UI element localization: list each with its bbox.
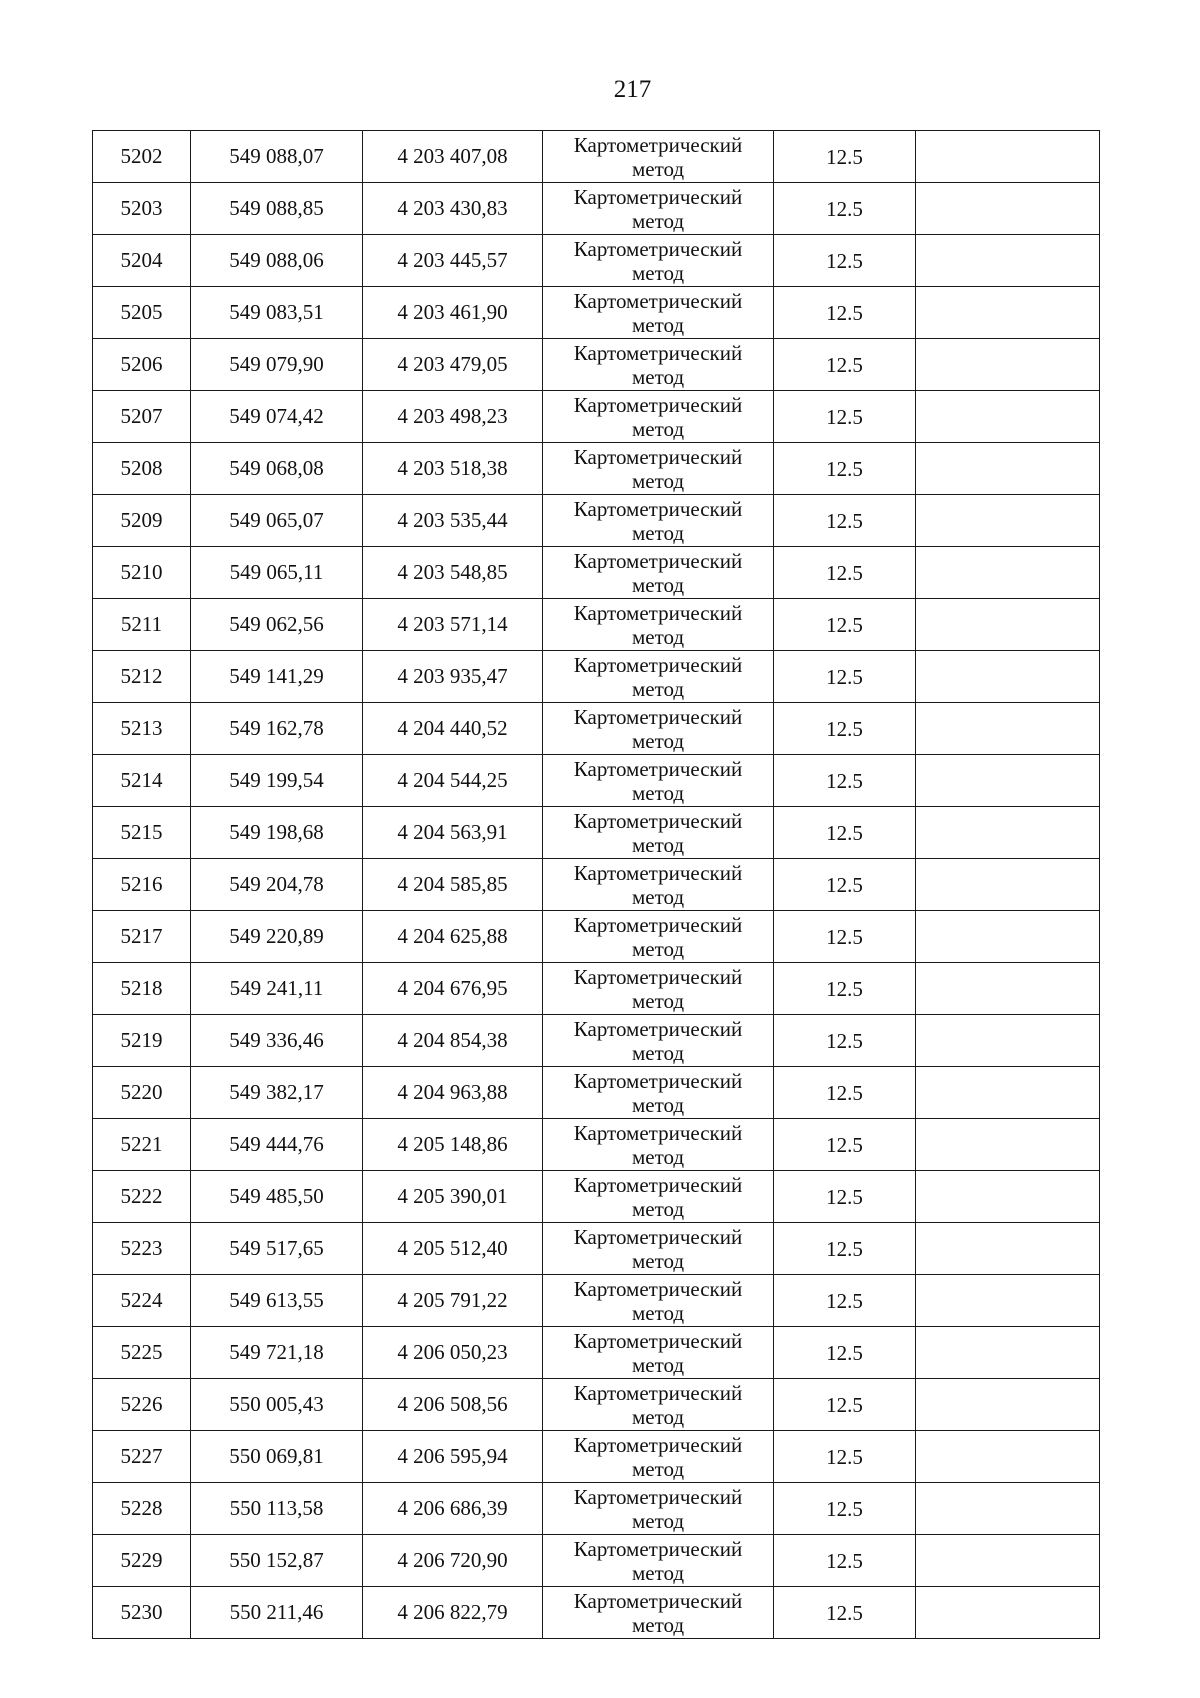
method-line2: метод: [631, 988, 685, 1013]
point-number: 5228: [93, 1483, 191, 1535]
method-line2: метод: [631, 208, 685, 233]
coordinate-y: 4 204 440,52: [363, 703, 543, 755]
method-line1: Картометрический: [573, 288, 743, 313]
coordinate-y: 4 206 720,90: [363, 1535, 543, 1587]
coordinate-x: 549 088,07: [191, 131, 363, 183]
method-line1: Картометрический: [573, 1484, 743, 1509]
empty-cell: [916, 1067, 1100, 1119]
method-line2: метод: [631, 468, 685, 493]
coordinate-x: 549 088,06: [191, 235, 363, 287]
empty-cell: [916, 859, 1100, 911]
table-row: [93, 131, 1100, 183]
empty-cell: [916, 1379, 1100, 1431]
accuracy-value: 12.5: [774, 1327, 916, 1379]
empty-cell: [916, 1171, 1100, 1223]
method-line2: метод: [631, 884, 685, 909]
method-cell: [543, 1119, 774, 1171]
method-line2: метод: [631, 780, 685, 805]
accuracy-value: 12.5: [774, 443, 916, 495]
point-number: 5204: [93, 235, 191, 287]
point-number: 5206: [93, 339, 191, 391]
accuracy-value: 12.5: [774, 287, 916, 339]
accuracy-value: 12.5: [774, 1275, 916, 1327]
table-row: [93, 1223, 1100, 1275]
empty-cell: [916, 1431, 1100, 1483]
coordinate-x: 550 211,46: [191, 1587, 363, 1639]
table-row: [93, 1275, 1100, 1327]
empty-cell: [916, 1483, 1100, 1535]
method-line2: метод: [631, 1404, 685, 1429]
coordinate-x: 549 241,11: [191, 963, 363, 1015]
table-row: [93, 443, 1100, 495]
table-row: [93, 547, 1100, 599]
coordinate-x: 549 065,11: [191, 547, 363, 599]
method-cell: [543, 1327, 774, 1379]
coordinate-x: 549 083,51: [191, 287, 363, 339]
accuracy-value: 12.5: [774, 495, 916, 547]
table-row: [93, 703, 1100, 755]
method-line1: Картометрический: [573, 132, 743, 157]
point-number: 5225: [93, 1327, 191, 1379]
coordinate-y: 4 206 686,39: [363, 1483, 543, 1535]
empty-cell: [916, 1223, 1100, 1275]
method-cell: [543, 859, 774, 911]
point-number: 5230: [93, 1587, 191, 1639]
method-line2: метод: [631, 1508, 685, 1533]
empty-cell: [916, 391, 1100, 443]
empty-cell: [916, 1587, 1100, 1639]
table-row: [93, 391, 1100, 443]
coordinate-x: 550 069,81: [191, 1431, 363, 1483]
accuracy-value: 12.5: [774, 599, 916, 651]
method-line2: метод: [631, 1300, 685, 1325]
coordinate-x: 549 162,78: [191, 703, 363, 755]
accuracy-value: 12.5: [774, 1587, 916, 1639]
method-line1: Картометрический: [573, 1016, 743, 1041]
coordinate-y: 4 205 148,86: [363, 1119, 543, 1171]
method-line2: метод: [631, 1040, 685, 1065]
point-number: 5229: [93, 1535, 191, 1587]
coordinate-y: 4 206 508,56: [363, 1379, 543, 1431]
empty-cell: [916, 755, 1100, 807]
method-line1: Картометрический: [573, 912, 743, 937]
method-cell: [543, 1275, 774, 1327]
accuracy-value: 12.5: [774, 651, 916, 703]
method-line1: Картометрический: [573, 1120, 743, 1145]
table-row: [93, 1535, 1100, 1587]
coordinate-y: 4 205 791,22: [363, 1275, 543, 1327]
table-row: [93, 755, 1100, 807]
coordinate-x: 549 336,46: [191, 1015, 363, 1067]
coordinate-y: 4 203 571,14: [363, 599, 543, 651]
table-row: [93, 1483, 1100, 1535]
coordinate-y: 4 203 935,47: [363, 651, 543, 703]
coordinate-y: 4 203 548,85: [363, 547, 543, 599]
point-number: 5220: [93, 1067, 191, 1119]
accuracy-value: 12.5: [774, 183, 916, 235]
accuracy-value: 12.5: [774, 807, 916, 859]
table-row: [93, 1119, 1100, 1171]
method-cell: [543, 963, 774, 1015]
empty-cell: [916, 339, 1100, 391]
method-cell: [543, 443, 774, 495]
method-cell: [543, 1015, 774, 1067]
table-body: [93, 131, 1100, 1639]
coordinate-y: 4 203 430,83: [363, 183, 543, 235]
accuracy-value: 12.5: [774, 911, 916, 963]
method-line1: Картометрический: [573, 1328, 743, 1353]
method-line2: метод: [631, 676, 685, 701]
coordinate-x: 549 613,55: [191, 1275, 363, 1327]
coordinate-y: 4 203 461,90: [363, 287, 543, 339]
table-row: [93, 859, 1100, 911]
coordinate-x: 549 141,29: [191, 651, 363, 703]
method-cell: [543, 911, 774, 963]
method-cell: [543, 1587, 774, 1639]
empty-cell: [916, 1327, 1100, 1379]
method-cell: [543, 131, 774, 183]
table-row: [93, 1015, 1100, 1067]
accuracy-value: 12.5: [774, 1171, 916, 1223]
method-cell: [543, 1483, 774, 1535]
coordinate-y: 4 204 963,88: [363, 1067, 543, 1119]
method-cell: [543, 1171, 774, 1223]
empty-cell: [916, 131, 1100, 183]
table-row: [93, 911, 1100, 963]
coordinate-y: 4 205 390,01: [363, 1171, 543, 1223]
point-number: 5215: [93, 807, 191, 859]
accuracy-value: 12.5: [774, 1119, 916, 1171]
method-line1: Картометрический: [573, 704, 743, 729]
coordinate-y: 4 203 479,05: [363, 339, 543, 391]
table-row: [93, 1431, 1100, 1483]
empty-cell: [916, 235, 1100, 287]
coordinate-x: 549 485,50: [191, 1171, 363, 1223]
empty-cell: [916, 1015, 1100, 1067]
method-line2: метод: [631, 624, 685, 649]
method-line2: метод: [631, 936, 685, 961]
table-row: [93, 287, 1100, 339]
accuracy-value: 12.5: [774, 235, 916, 287]
coordinate-y: 4 204 563,91: [363, 807, 543, 859]
coordinate-y: 4 203 445,57: [363, 235, 543, 287]
coordinate-x: 549 062,56: [191, 599, 363, 651]
table-row: [93, 183, 1100, 235]
method-line1: Картометрический: [573, 548, 743, 573]
table-row: [93, 1587, 1100, 1639]
coordinates-table: [92, 130, 1100, 1639]
point-number: 5226: [93, 1379, 191, 1431]
table-row: [93, 599, 1100, 651]
accuracy-value: 12.5: [774, 1067, 916, 1119]
method-line1: Картометрический: [573, 236, 743, 261]
point-number: 5218: [93, 963, 191, 1015]
empty-cell: [916, 183, 1100, 235]
table-row: [93, 807, 1100, 859]
method-line1: Картометрический: [573, 652, 743, 677]
point-number: 5208: [93, 443, 191, 495]
coordinate-x: 550 005,43: [191, 1379, 363, 1431]
method-line2: метод: [631, 156, 685, 181]
method-cell: [543, 339, 774, 391]
method-line1: Картометрический: [573, 860, 743, 885]
point-number: 5216: [93, 859, 191, 911]
coordinate-x: 549 204,78: [191, 859, 363, 911]
accuracy-value: 12.5: [774, 963, 916, 1015]
coordinate-y: 4 204 625,88: [363, 911, 543, 963]
method-line1: Картометрический: [573, 1068, 743, 1093]
table-row: [93, 1171, 1100, 1223]
method-line2: метод: [631, 416, 685, 441]
method-line1: Картометрический: [573, 1432, 743, 1457]
method-cell: [543, 287, 774, 339]
method-cell: [543, 235, 774, 287]
empty-cell: [916, 495, 1100, 547]
accuracy-value: 12.5: [774, 1535, 916, 1587]
method-line1: Картометрический: [573, 964, 743, 989]
method-line1: Картометрический: [573, 1380, 743, 1405]
coordinate-y: 4 204 585,85: [363, 859, 543, 911]
point-number: 5203: [93, 183, 191, 235]
coordinate-y: 4 203 518,38: [363, 443, 543, 495]
point-number: 5217: [93, 911, 191, 963]
point-number: 5219: [93, 1015, 191, 1067]
method-line2: метод: [631, 1092, 685, 1117]
table-row: [93, 339, 1100, 391]
coordinate-x: 549 721,18: [191, 1327, 363, 1379]
coordinate-y: 4 206 595,94: [363, 1431, 543, 1483]
accuracy-value: 12.5: [774, 1483, 916, 1535]
method-cell: [543, 495, 774, 547]
point-number: 5209: [93, 495, 191, 547]
point-number: 5223: [93, 1223, 191, 1275]
table-row: [93, 651, 1100, 703]
point-number: 5207: [93, 391, 191, 443]
empty-cell: [916, 963, 1100, 1015]
method-line2: метод: [631, 1248, 685, 1273]
table-row: [93, 1067, 1100, 1119]
method-cell: [543, 703, 774, 755]
empty-cell: [916, 1535, 1100, 1587]
coordinate-x: 549 065,07: [191, 495, 363, 547]
method-line2: метод: [631, 572, 685, 597]
method-line2: метод: [631, 520, 685, 545]
page-number: 217: [613, 76, 652, 103]
coordinate-y: 4 203 498,23: [363, 391, 543, 443]
method-line2: метод: [631, 1612, 685, 1637]
accuracy-value: 12.5: [774, 1223, 916, 1275]
method-line1: Картометрический: [573, 340, 743, 365]
method-cell: [543, 547, 774, 599]
method-cell: [543, 1431, 774, 1483]
accuracy-value: 12.5: [774, 703, 916, 755]
accuracy-value: 12.5: [774, 755, 916, 807]
method-line1: Картометрический: [573, 444, 743, 469]
coordinate-x: 549 074,42: [191, 391, 363, 443]
method-line1: Картометрический: [573, 392, 743, 417]
accuracy-value: 12.5: [774, 1015, 916, 1067]
method-cell: [543, 1535, 774, 1587]
coordinate-x: 549 382,17: [191, 1067, 363, 1119]
coordinate-x: 549 517,65: [191, 1223, 363, 1275]
method-cell: [543, 1067, 774, 1119]
method-line1: Картометрический: [573, 808, 743, 833]
empty-cell: [916, 599, 1100, 651]
method-cell: [543, 599, 774, 651]
coordinate-x: 549 068,08: [191, 443, 363, 495]
point-number: 5210: [93, 547, 191, 599]
point-number: 5227: [93, 1431, 191, 1483]
method-line2: метод: [631, 832, 685, 857]
empty-cell: [916, 287, 1100, 339]
method-cell: [543, 183, 774, 235]
coordinate-y: 4 205 512,40: [363, 1223, 543, 1275]
coordinate-y: 4 204 854,38: [363, 1015, 543, 1067]
point-number: 5211: [93, 599, 191, 651]
method-cell: [543, 755, 774, 807]
empty-cell: [916, 1275, 1100, 1327]
method-cell: [543, 651, 774, 703]
coordinate-y: 4 206 822,79: [363, 1587, 543, 1639]
method-line1: Картометрический: [573, 1224, 743, 1249]
method-line2: метод: [631, 728, 685, 753]
table-row: [93, 1327, 1100, 1379]
table-row: [93, 235, 1100, 287]
point-number: 5213: [93, 703, 191, 755]
coordinate-y: 4 203 535,44: [363, 495, 543, 547]
method-line1: Картометрический: [573, 600, 743, 625]
method-cell: [543, 807, 774, 859]
method-line2: метод: [631, 260, 685, 285]
empty-cell: [916, 1119, 1100, 1171]
accuracy-value: 12.5: [774, 131, 916, 183]
empty-cell: [916, 807, 1100, 859]
method-line2: метод: [631, 1456, 685, 1481]
coordinate-x: 549 220,89: [191, 911, 363, 963]
coordinate-x: 549 199,54: [191, 755, 363, 807]
method-line1: Картометрический: [573, 1536, 743, 1561]
method-line1: Картометрический: [573, 184, 743, 209]
method-line1: Картометрический: [573, 1276, 743, 1301]
point-number: 5202: [93, 131, 191, 183]
coordinate-y: 4 204 544,25: [363, 755, 543, 807]
coordinate-y: 4 206 050,23: [363, 1327, 543, 1379]
accuracy-value: 12.5: [774, 859, 916, 911]
method-line1: Картометрический: [573, 756, 743, 781]
coordinate-y: 4 203 407,08: [363, 131, 543, 183]
method-line2: метод: [631, 1196, 685, 1221]
table-row: [93, 495, 1100, 547]
method-line2: метод: [631, 312, 685, 337]
empty-cell: [916, 911, 1100, 963]
empty-cell: [916, 703, 1100, 755]
coordinate-y: 4 204 676,95: [363, 963, 543, 1015]
coordinate-x: 549 444,76: [191, 1119, 363, 1171]
accuracy-value: 12.5: [774, 1379, 916, 1431]
method-line2: метод: [631, 364, 685, 389]
method-cell: [543, 391, 774, 443]
coordinate-x: 549 198,68: [191, 807, 363, 859]
accuracy-value: 12.5: [774, 547, 916, 599]
empty-cell: [916, 651, 1100, 703]
accuracy-value: 12.5: [774, 391, 916, 443]
accuracy-value: 12.5: [774, 339, 916, 391]
point-number: 5205: [93, 287, 191, 339]
point-number: 5224: [93, 1275, 191, 1327]
empty-cell: [916, 443, 1100, 495]
method-cell: [543, 1379, 774, 1431]
point-number: 5222: [93, 1171, 191, 1223]
point-number: 5214: [93, 755, 191, 807]
method-line2: метод: [631, 1560, 685, 1585]
table-row: [93, 963, 1100, 1015]
coordinate-x: 550 113,58: [191, 1483, 363, 1535]
empty-cell: [916, 547, 1100, 599]
coordinate-x: 549 088,85: [191, 183, 363, 235]
point-number: 5212: [93, 651, 191, 703]
method-line1: Картометрический: [573, 1588, 743, 1613]
point-number: 5221: [93, 1119, 191, 1171]
accuracy-value: 12.5: [774, 1431, 916, 1483]
coordinate-x: 550 152,87: [191, 1535, 363, 1587]
method-line2: метод: [631, 1352, 685, 1377]
method-cell: [543, 1223, 774, 1275]
table-row: [93, 1379, 1100, 1431]
method-line1: Картометрический: [573, 496, 743, 521]
coordinate-x: 549 079,90: [191, 339, 363, 391]
method-line1: Картометрический: [573, 1172, 743, 1197]
method-line2: метод: [631, 1144, 685, 1169]
